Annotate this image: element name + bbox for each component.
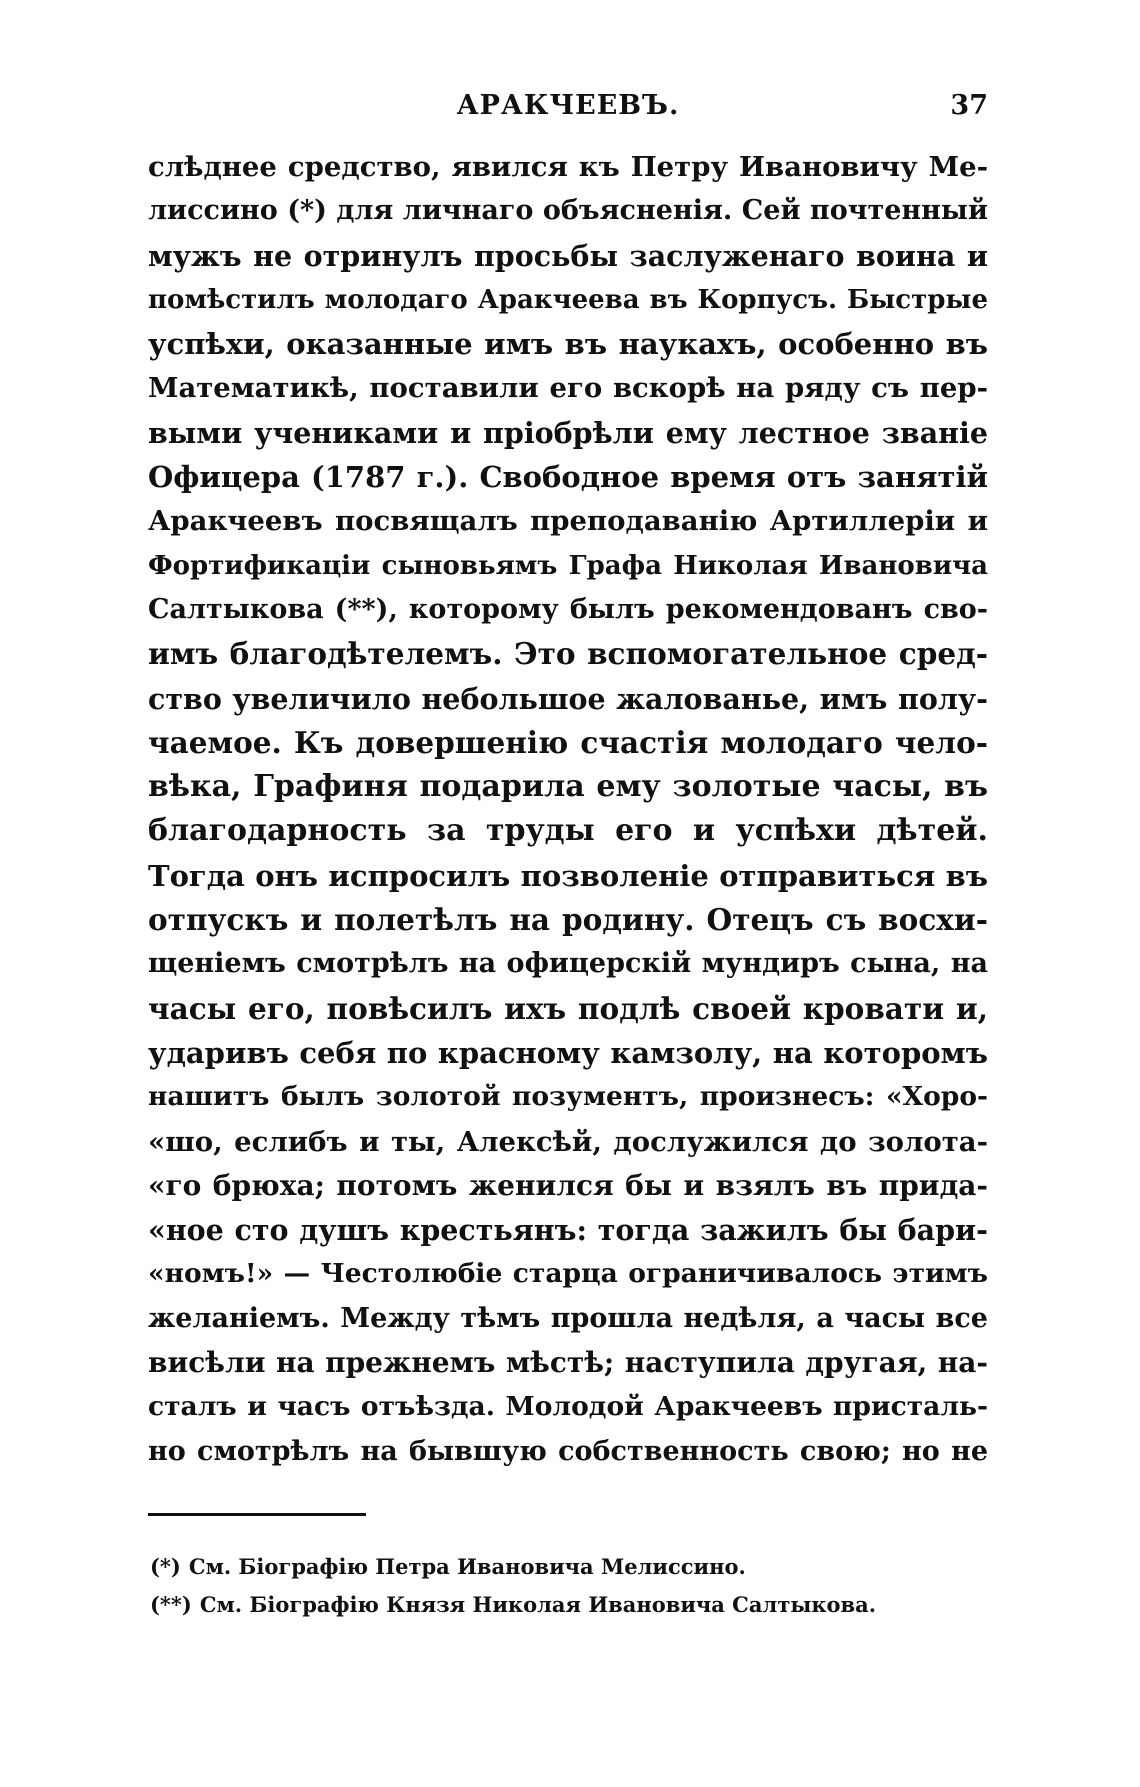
- text-line: Фортификаціи сыновьямъ Графа Николая Ивановича: [148, 550, 988, 581]
- text-line: «шо, еслибъ и ты, Алексѣй, дослужился до золота-: [148, 1125, 988, 1158]
- text-line: «номъ!» — Честолюбіе старца ограничивалось этимъ: [148, 1258, 988, 1290]
- text-line: висѣли на прежнемъ мѣстѣ; наступила другая, на-: [148, 1346, 988, 1380]
- text-line: лиссино (*) для личнаго объясненія. Сей почтенный: [148, 195, 988, 227]
- text-line: часы его, повѣсилъ ихъ подлѣ своей кровати и,: [148, 990, 988, 1026]
- text-line: Математикѣ, поставили его вскорѣ на ряду съ пер-: [148, 372, 988, 405]
- body-text: [148, 145, 988, 1474]
- text-line: Салтыкова (**), которому былъ рекомендованъ сво-: [148, 593, 988, 625]
- text-line: «ное сто душъ крестьянъ: тогда зажилъ бы бари-: [148, 1213, 988, 1248]
- text-line: вѣка, Графиня подарила ему золотые часы, въ: [148, 769, 988, 805]
- text-line: выми учениками и пріобрѣли ему лестное званіе: [148, 415, 988, 450]
- text-line: Тогда онъ испросилъ позволеніе отправиться въ: [148, 858, 988, 893]
- footnote-mark: (**): [150, 1592, 192, 1617]
- text-line: имъ благодѣтелемъ. Это вспомогательное сред-: [148, 636, 988, 672]
- footnote-text: См. Біографію Петра Ивановича Мелиссино.: [188, 1554, 746, 1579]
- text-line: «го брюха; потомъ женился бы и взялъ въ прида-: [148, 1168, 988, 1202]
- text-line: нашитъ былъ золотой позументъ, произнесъ: «Хоро-: [148, 1081, 988, 1113]
- text-line: Офицера (1787 г.). Свободное время отъ занятій: [148, 460, 988, 495]
- text-line: слѣднее средство, явился къ Петру Ивановичу Ме-: [148, 151, 988, 183]
- text-line: помѣстилъ молодаго Аракчеева въ Корпусъ. Быстрые: [148, 284, 988, 315]
- text-line: отпускъ и полетѣлъ на родину. Отецъ съ восхи-: [148, 902, 988, 938]
- footnote-text: См. Біографію Князя Николая Ивановича Салтыкова.: [199, 1592, 877, 1617]
- text-line: сталъ и часъ отъѣзда. Молодой Аракчеевъ присталь-: [148, 1391, 988, 1423]
- footnotes: [150, 1548, 990, 1624]
- text-line: желаніемъ. Между тѣмъ прошла недѣля, а часы все: [148, 1302, 988, 1334]
- running-title: АРАКЧЕЕВЪ.: [456, 90, 680, 121]
- footnote-2: [150, 1586, 990, 1624]
- text-line: ство увеличило небольшое жалованье, имъ полу-: [148, 681, 988, 716]
- text-line: благодарность за труды его и успѣхи дѣтей.: [148, 813, 988, 849]
- footnote-1: [150, 1548, 990, 1586]
- text-line: но смотрѣлъ на бывшую собственность свою; но не: [148, 1435, 988, 1467]
- text-line: успѣхи, оказанные имъ въ наукахъ, особенно въ: [148, 327, 988, 362]
- footnote-divider: [148, 1513, 366, 1516]
- running-head: [148, 90, 988, 130]
- text-line: чаемое. Къ довершенію счастія молодаго чело-: [148, 724, 988, 760]
- text-line: мужъ не отринулъ просьбы заслуженаго воина и: [148, 238, 988, 273]
- footnote-mark: (*): [150, 1554, 181, 1579]
- text-line: Аракчеевъ посвящалъ преподаванію Артиллеріи и: [148, 505, 988, 538]
- text-line: щеніемъ смотрѣлъ на офицерскій мундиръ сына, на: [148, 948, 988, 980]
- page-number: 37: [950, 90, 988, 121]
- text-line: ударивъ себя по красному камзолу, на которомъ: [148, 1035, 988, 1070]
